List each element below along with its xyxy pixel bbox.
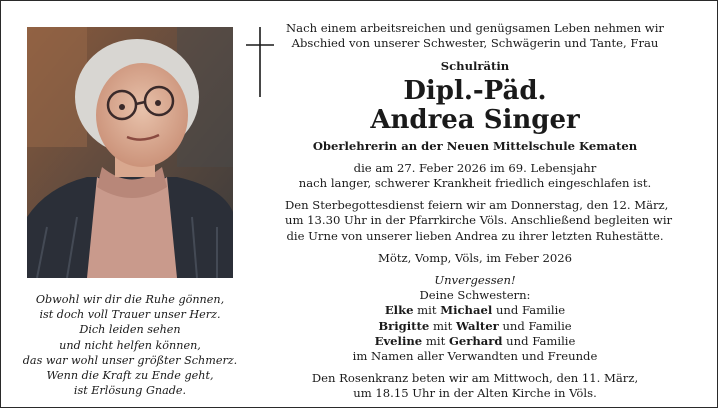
sister-name: Elke	[384, 303, 414, 318]
partner-name: Walter	[456, 318, 499, 333]
family-suffix: und Familie	[502, 318, 572, 333]
poem-line: ist Erlösung Gnade.	[73, 384, 187, 398]
family-line	[285, 334, 665, 349]
unvergessen: Unvergessen!	[434, 273, 516, 288]
intro-line: Nach einem arbeitsreichen und genügsamen Leben nehmen wir	[286, 21, 664, 35]
sister-name: Brigitte	[378, 318, 430, 333]
death-line: nach langer, schwerer Krankheit friedlich eingeschlafen ist.	[298, 176, 652, 191]
rosary-line: um 18.15 Uhr in der Alten Kirche in Völs.	[353, 386, 597, 401]
portrait-photo	[27, 27, 233, 278]
partner-name: Gerhard	[448, 333, 503, 348]
conjunction: mit	[417, 303, 437, 318]
partner-name: Michael	[440, 303, 493, 318]
conjunction: mit	[425, 333, 446, 348]
cross-icon	[245, 25, 275, 99]
academic-degree: Dipl.-Päd.	[403, 75, 547, 106]
sister-name: Eveline	[374, 333, 423, 348]
conjunction: mit	[432, 318, 453, 333]
service-line: um 13.30 Uhr in der Pfarrkirche Völs. Anschließend begleiten wir	[285, 213, 673, 228]
intro-line: Abschied von unserer Schwester, Schwägerin und Tante, Frau	[291, 36, 659, 51]
family-suffix: und Familie	[506, 333, 576, 348]
service-line: die Urne von unserer lieben Andrea zu ihrer letzten Ruhestätte.	[286, 228, 664, 243]
deceased-name: Andrea Singer	[370, 104, 580, 135]
family-line	[285, 303, 665, 318]
rosary-line: Den Rosenkranz beten wir am Mittwoch, den 11. März,	[311, 371, 639, 386]
notice-text	[285, 21, 673, 402]
place-date: Mötz, Vomp, Völs, im Feber 2026	[377, 250, 573, 265]
poem-line: ist doch voll Trauer unser Herz.	[39, 308, 221, 322]
poem	[9, 292, 251, 398]
poem-line: das war wohl unser größter Schmerz.	[22, 353, 238, 367]
poem-line: Wenn die Kraft zu Ende geht,	[46, 369, 214, 383]
family-line	[285, 319, 665, 334]
death-line: die am 27. Feber 2026 im 69. Lebensjahr	[353, 160, 597, 175]
service-line: Den Sterbegottesdienst feiern wir am Donnerstag, den 12. März,	[285, 198, 669, 213]
poem-line: Dich leiden sehen	[79, 323, 181, 337]
profession: Oberlehrerin an der Neuen Mittelschule Kematen	[312, 138, 638, 153]
family-suffix: und Familie	[495, 303, 566, 318]
honorary-title: Schulrätin	[440, 59, 510, 74]
poem-line: Obwohl wir dir die Ruhe gönnen,	[35, 293, 225, 306]
family-heading: Deine Schwestern:	[419, 288, 531, 303]
relatives-line: im Namen aller Verwandten und Freunde	[352, 349, 598, 364]
poem-line: und nicht helfen können,	[59, 338, 201, 352]
